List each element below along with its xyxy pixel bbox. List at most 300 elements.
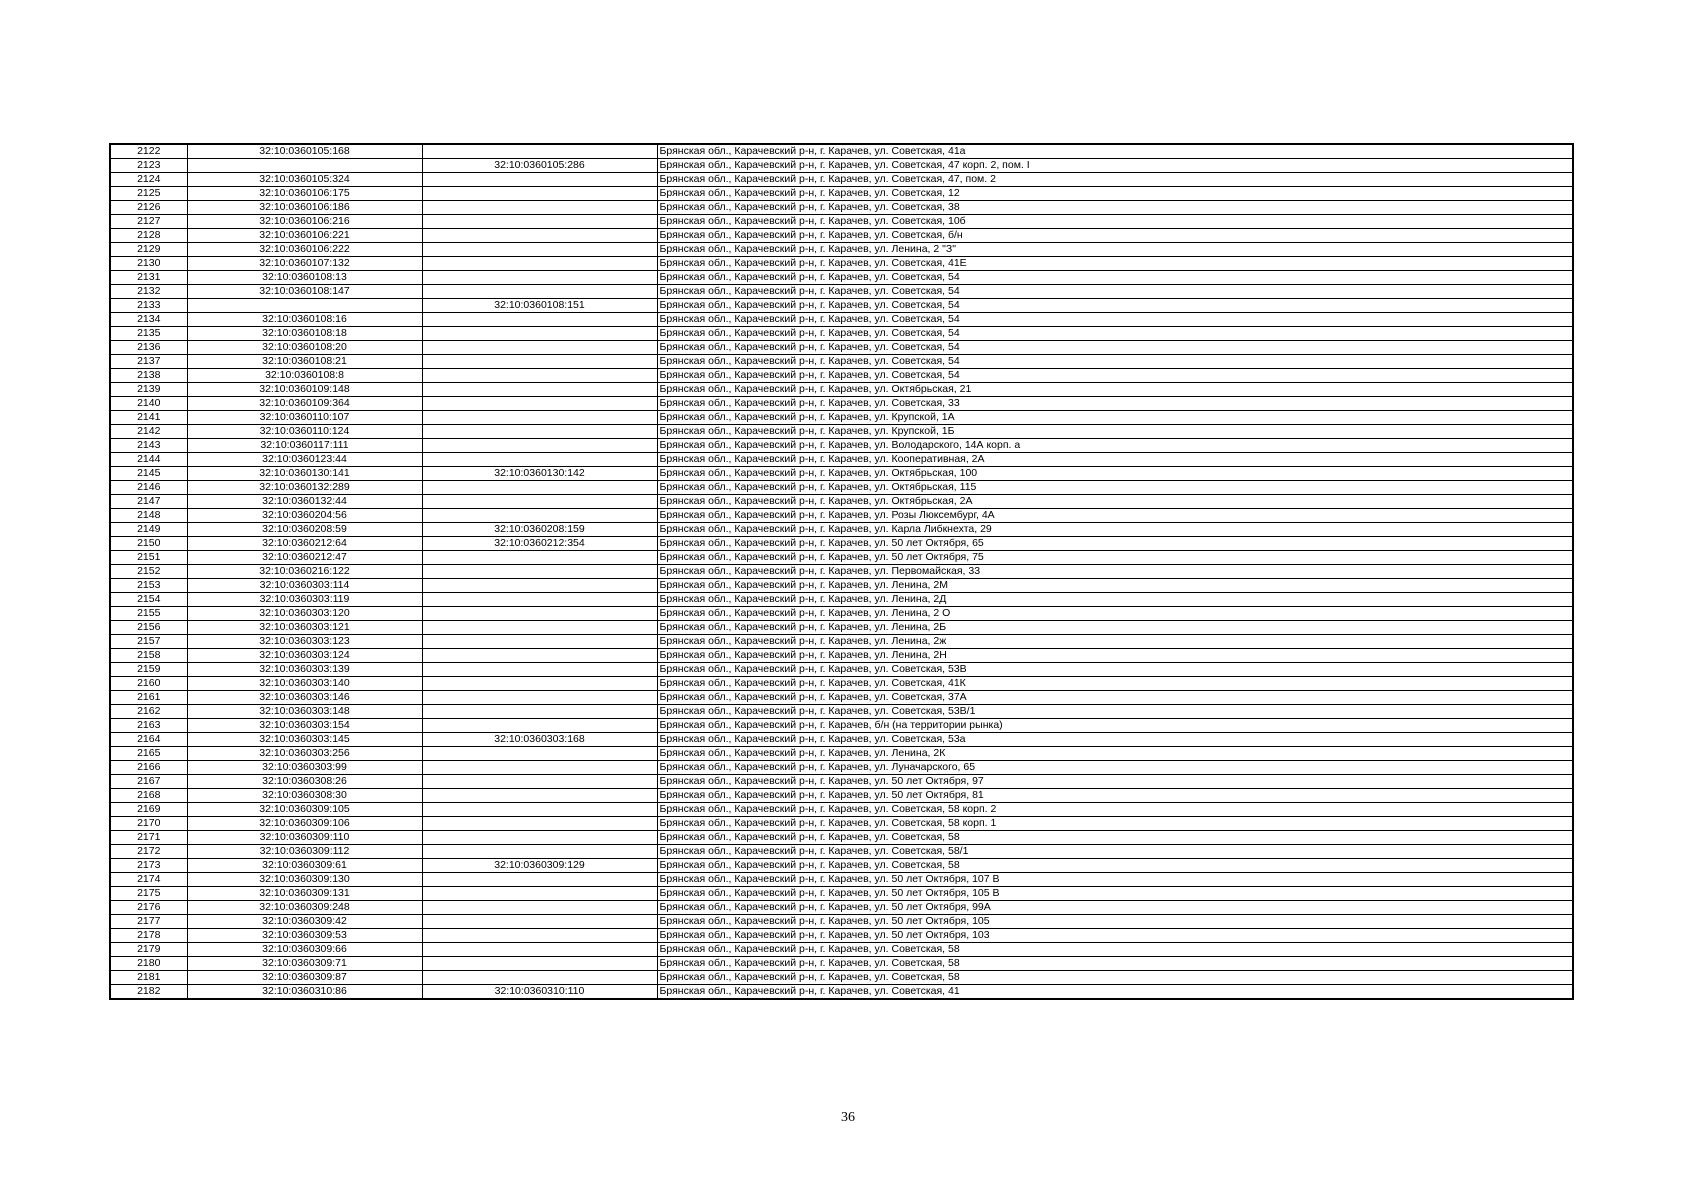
table-row (110, 201, 1573, 215)
cadastral-number-cell: 32:10:0360309:110 (187, 831, 422, 845)
table-row (110, 257, 1573, 271)
table-row (110, 383, 1573, 397)
cadastral-number-cell: 32:10:0360132:44 (187, 495, 422, 509)
row-number-cell: 2146 (110, 481, 187, 495)
cadastral-number-cell: 32:10:0360309:71 (187, 957, 422, 971)
row-number-cell: 2164 (110, 733, 187, 747)
related-cadastral-number-cell: 32:10:0360105:286 (422, 159, 657, 173)
related-cadastral-number-cell: 32:10:0360310:110 (422, 985, 657, 1000)
table-row (110, 271, 1573, 285)
address-cell: Брянская обл., Карачевский р-н, г. Карачев, ул. Советская, 58 (657, 957, 1573, 971)
table-row (110, 677, 1573, 691)
cadastral-number-cell: 32:10:0360309:42 (187, 915, 422, 929)
cadastral-number-cell: 32:10:0360303:146 (187, 691, 422, 705)
table-row (110, 495, 1573, 509)
row-number-cell: 2176 (110, 901, 187, 915)
cadastral-number-cell: 32:10:0360212:64 (187, 537, 422, 551)
table-row (110, 957, 1573, 971)
related-cadastral-number-cell (422, 229, 657, 243)
address-cell: Брянская обл., Карачевский р-н, г. Карачев, ул. Розы Люксембург, 4А (657, 509, 1573, 523)
related-cadastral-number-cell: 32:10:0360303:168 (422, 733, 657, 747)
table-row (110, 299, 1573, 313)
related-cadastral-number-cell (422, 271, 657, 285)
row-number-cell: 2142 (110, 425, 187, 439)
cadastral-number-cell: 32:10:0360303:123 (187, 635, 422, 649)
address-cell: Брянская обл., Карачевский р-н, г. Карачев, ул. Ленина, 2ж (657, 635, 1573, 649)
row-number-cell: 2166 (110, 761, 187, 775)
table-row (110, 943, 1573, 957)
related-cadastral-number-cell (422, 803, 657, 817)
table-row (110, 187, 1573, 201)
row-number-cell: 2149 (110, 523, 187, 537)
cadastral-number-cell: 32:10:0360309:130 (187, 873, 422, 887)
address-cell: Брянская обл., Карачевский р-н, г. Карачев, ул. Советская, 47, пом. 2 (657, 173, 1573, 187)
table-row (110, 985, 1573, 1000)
table-row (110, 817, 1573, 831)
cadastral-number-cell: 32:10:0360303:114 (187, 579, 422, 593)
related-cadastral-number-cell (422, 579, 657, 593)
cadastral-number-cell: 32:10:0360308:30 (187, 789, 422, 803)
address-cell: Брянская обл., Карачевский р-н, г. Карачев, ул. Советская, 58/1 (657, 845, 1573, 859)
address-cell: Брянская обл., Карачевский р-н, г. Карачев, ул. Советская, 54 (657, 341, 1573, 355)
cadastral-number-cell: 32:10:0360110:107 (187, 411, 422, 425)
related-cadastral-number-cell (422, 635, 657, 649)
cadastral-number-cell: 32:10:0360108:147 (187, 285, 422, 299)
row-number-cell: 2171 (110, 831, 187, 845)
cadastral-number-cell: 32:10:0360309:61 (187, 859, 422, 873)
related-cadastral-number-cell: 32:10:0360108:151 (422, 299, 657, 313)
cadastral-number-cell: 32:10:0360309:66 (187, 943, 422, 957)
address-cell: Брянская обл., Карачевский р-н, г. Карачев, ул. Ленина, 2М (657, 579, 1573, 593)
related-cadastral-number-cell: 32:10:0360212:354 (422, 537, 657, 551)
address-cell: Брянская обл., Карачевский р-н, г. Карачев, ул. 50 лет Октября, 99А (657, 901, 1573, 915)
table-row (110, 929, 1573, 943)
table-row (110, 411, 1573, 425)
address-cell: Брянская обл., Карачевский р-н, г. Карачев, ул. Луначарского, 65 (657, 761, 1573, 775)
row-number-cell: 2165 (110, 747, 187, 761)
row-number-cell: 2127 (110, 215, 187, 229)
address-cell: Брянская обл., Карачевский р-н, г. Карачев, ул. Советская, 38 (657, 201, 1573, 215)
related-cadastral-number-cell (422, 691, 657, 705)
address-cell: Брянская обл., Карачевский р-н, г. Карачев, ул. Крупской, 1Б (657, 425, 1573, 439)
address-cell: Брянская обл., Карачевский р-н, г. Карачев, ул. Октябрьская, 21 (657, 383, 1573, 397)
table-row (110, 775, 1573, 789)
related-cadastral-number-cell (422, 789, 657, 803)
related-cadastral-number-cell (422, 397, 657, 411)
row-number-cell: 2173 (110, 859, 187, 873)
cadastral-number-cell: 32:10:0360303:154 (187, 719, 422, 733)
address-cell: Брянская обл., Карачевский р-н, г. Карачев, ул. 50 лет Октября, 107 В (657, 873, 1573, 887)
table-row (110, 467, 1573, 481)
address-cell: Брянская обл., Карачевский р-н, г. Карачев, ул. Советская, 58 (657, 943, 1573, 957)
row-number-cell: 2156 (110, 621, 187, 635)
row-number-cell: 2169 (110, 803, 187, 817)
cadastral-number-cell: 32:10:0360303:119 (187, 593, 422, 607)
cadastral-number-cell: 32:10:0360303:148 (187, 705, 422, 719)
cadastral-number-cell: 32:10:0360108:13 (187, 271, 422, 285)
address-cell: Брянская обл., Карачевский р-н, г. Карачев, ул. Советская, 41Е (657, 257, 1573, 271)
related-cadastral-number-cell (422, 817, 657, 831)
related-cadastral-number-cell (422, 663, 657, 677)
related-cadastral-number-cell (422, 677, 657, 691)
address-cell: Брянская обл., Карачевский р-н, г. Карачев, ул. Ленина, 2Д (657, 593, 1573, 607)
related-cadastral-number-cell (422, 257, 657, 271)
cadastral-number-cell: 32:10:0360303:145 (187, 733, 422, 747)
cadastral-number-cell: 32:10:0360212:47 (187, 551, 422, 565)
address-cell: Брянская обл., Карачевский р-н, г. Карачев, ул. 50 лет Октября, 81 (657, 789, 1573, 803)
cadastral-number-cell: 32:10:0360303:121 (187, 621, 422, 635)
table-row (110, 663, 1573, 677)
address-cell: Брянская обл., Карачевский р-н, г. Карачев, ул. Советская, 54 (657, 299, 1573, 313)
table-row (110, 397, 1573, 411)
related-cadastral-number-cell (422, 313, 657, 327)
row-number-cell: 2130 (110, 257, 187, 271)
related-cadastral-number-cell (422, 705, 657, 719)
related-cadastral-number-cell (422, 411, 657, 425)
cadastral-number-cell: 32:10:0360108:21 (187, 355, 422, 369)
cadastral-number-cell: 32:10:0360107:132 (187, 257, 422, 271)
address-cell: Брянская обл., Карачевский р-н, г. Карачев, ул. Володарского, 14А корп. а (657, 439, 1573, 453)
related-cadastral-number-cell: 32:10:0360208:159 (422, 523, 657, 537)
cadastral-number-cell: 32:10:0360310:86 (187, 985, 422, 1000)
related-cadastral-number-cell (422, 649, 657, 663)
table-row (110, 341, 1573, 355)
cadastral-number-cell: 32:10:0360303:120 (187, 607, 422, 621)
table-row (110, 453, 1573, 467)
cadastral-number-cell: 32:10:0360106:221 (187, 229, 422, 243)
address-cell: Брянская обл., Карачевский р-н, г. Карачев, ул. 50 лет Октября, 97 (657, 775, 1573, 789)
table-row (110, 481, 1573, 495)
row-number-cell: 2158 (110, 649, 187, 663)
related-cadastral-number-cell (422, 775, 657, 789)
related-cadastral-number-cell (422, 915, 657, 929)
address-cell: Брянская обл., Карачевский р-н, г. Карачев, ул. Советская, 53В (657, 663, 1573, 677)
table-row (110, 747, 1573, 761)
related-cadastral-number-cell (422, 607, 657, 621)
cadastral-number-cell: 32:10:0360204:56 (187, 509, 422, 523)
address-cell: Брянская обл., Карачевский р-н, г. Карачев, ул. 50 лет Октября, 105 (657, 915, 1573, 929)
address-cell: Брянская обл., Карачевский р-н, г. Карачев, ул. Октябрьская, 2А (657, 495, 1573, 509)
row-number-cell: 2124 (110, 173, 187, 187)
table-row (110, 635, 1573, 649)
cadastral-number-cell: 32:10:0360303:140 (187, 677, 422, 691)
table-row (110, 831, 1573, 845)
row-number-cell: 2157 (110, 635, 187, 649)
address-cell: Брянская обл., Карачевский р-н, г. Карачев, ул. Ленина, 2Н (657, 649, 1573, 663)
table-row (110, 565, 1573, 579)
row-number-cell: 2153 (110, 579, 187, 593)
related-cadastral-number-cell (422, 201, 657, 215)
related-cadastral-number-cell (422, 929, 657, 943)
row-number-cell: 2172 (110, 845, 187, 859)
page-number: 36 (841, 1110, 855, 1125)
row-number-cell: 2135 (110, 327, 187, 341)
address-cell: Брянская обл., Карачевский р-н, г. Карачев, ул. Советская, 47 корп. 2, пом. I (657, 159, 1573, 173)
cadastral-number-cell: 32:10:0360130:141 (187, 467, 422, 481)
address-cell: Брянская обл., Карачевский р-н, г. Карачев, ул. Советская, 58 корп. 1 (657, 817, 1573, 831)
table-row (110, 537, 1573, 551)
related-cadastral-number-cell (422, 831, 657, 845)
cadastral-number-cell: 32:10:0360208:59 (187, 523, 422, 537)
cadastral-number-cell: 32:10:0360132:289 (187, 481, 422, 495)
table-row (110, 144, 1573, 159)
address-cell: Брянская обл., Карачевский р-н, г. Карачев, ул. Советская, 58 (657, 831, 1573, 845)
row-number-cell: 2141 (110, 411, 187, 425)
related-cadastral-number-cell (422, 845, 657, 859)
row-number-cell: 2155 (110, 607, 187, 621)
table-row (110, 425, 1573, 439)
address-cell: Брянская обл., Карачевский р-н, г. Карачев, ул. Советская, 58 (657, 859, 1573, 873)
cadastral-number-cell: 32:10:0360110:124 (187, 425, 422, 439)
related-cadastral-number-cell (422, 369, 657, 383)
table-row (110, 705, 1573, 719)
row-number-cell: 2150 (110, 537, 187, 551)
cadastral-number-cell: 32:10:0360303:124 (187, 649, 422, 663)
table-row (110, 509, 1573, 523)
cadastral-number-cell: 32:10:0360105:168 (187, 144, 422, 159)
table-row (110, 887, 1573, 901)
address-cell: Брянская обл., Карачевский р-н, г. Карачев, ул. Советская, б/н (657, 229, 1573, 243)
related-cadastral-number-cell (422, 957, 657, 971)
register-table-body (110, 144, 1573, 999)
table-row (110, 607, 1573, 621)
address-cell: Брянская обл., Карачевский р-н, г. Карачев, ул. Октябрьская, 115 (657, 481, 1573, 495)
cadastral-number-cell: 32:10:0360108:8 (187, 369, 422, 383)
address-cell: Брянская обл., Карачевский р-н, г. Карачев, ул. Советская, 54 (657, 369, 1573, 383)
row-number-cell: 2168 (110, 789, 187, 803)
address-cell: Брянская обл., Карачевский р-н, г. Карачев, ул. Ленина, 2 "З" (657, 243, 1573, 257)
cadastral-number-cell: 32:10:0360108:16 (187, 313, 422, 327)
related-cadastral-number-cell (422, 747, 657, 761)
related-cadastral-number-cell (422, 509, 657, 523)
cadastral-number-cell: 32:10:0360309:105 (187, 803, 422, 817)
row-number-cell: 2152 (110, 565, 187, 579)
cadastral-number-cell: 32:10:0360106:222 (187, 243, 422, 257)
address-cell: Брянская обл., Карачевский р-н, г. Карачев, ул. Ленина, 2 О (657, 607, 1573, 621)
row-number-cell: 2180 (110, 957, 187, 971)
table-row (110, 551, 1573, 565)
address-cell: Брянская обл., Карачевский р-н, г. Карачев, ул. 50 лет Октября, 103 (657, 929, 1573, 943)
row-number-cell: 2139 (110, 383, 187, 397)
address-cell: Брянская обл., Карачевский р-н, г. Карачев, ул. 50 лет Октября, 105 В (657, 887, 1573, 901)
address-cell: Брянская обл., Карачевский р-н, г. Карачев, ул. Советская, 37А (657, 691, 1573, 705)
related-cadastral-number-cell (422, 383, 657, 397)
related-cadastral-number-cell (422, 355, 657, 369)
table-row (110, 159, 1573, 173)
address-cell: Брянская обл., Карачевский р-н, г. Карачев, ул. 50 лет Октября, 75 (657, 551, 1573, 565)
row-number-cell: 2126 (110, 201, 187, 215)
row-number-cell: 2144 (110, 453, 187, 467)
row-number-cell: 2175 (110, 887, 187, 901)
row-number-cell: 2161 (110, 691, 187, 705)
related-cadastral-number-cell (422, 495, 657, 509)
row-number-cell: 2177 (110, 915, 187, 929)
row-number-cell: 2123 (110, 159, 187, 173)
row-number-cell: 2133 (110, 299, 187, 313)
address-cell: Брянская обл., Карачевский р-н, г. Карачев, ул. Крупской, 1А (657, 411, 1573, 425)
row-number-cell: 2145 (110, 467, 187, 481)
related-cadastral-number-cell (422, 439, 657, 453)
cadastral-number-cell: 32:10:0360309:248 (187, 901, 422, 915)
address-cell: Брянская обл., Карачевский р-н, г. Карачев, ул. Советская, 53а (657, 733, 1573, 747)
row-number-cell: 2143 (110, 439, 187, 453)
address-cell: Брянская обл., Карачевский р-н, г. Карачев, ул. Советская, 58 корп. 2 (657, 803, 1573, 817)
address-cell: Брянская обл., Карачевский р-н, г. Карачев, ул. Советская, 41а (657, 144, 1573, 159)
related-cadastral-number-cell (422, 971, 657, 985)
address-cell: Брянская обл., Карачевский р-н, г. Карачев, ул. Советская, 10б (657, 215, 1573, 229)
table-row (110, 803, 1573, 817)
address-cell: Брянская обл., Карачевский р-н, г. Карачев, ул. Первомайская, 33 (657, 565, 1573, 579)
related-cadastral-number-cell: 32:10:0360130:142 (422, 467, 657, 481)
cadastral-number-cell (187, 299, 422, 313)
table-row (110, 229, 1573, 243)
table-row (110, 215, 1573, 229)
row-number-cell: 2160 (110, 677, 187, 691)
related-cadastral-number-cell (422, 719, 657, 733)
row-number-cell: 2137 (110, 355, 187, 369)
address-cell: Брянская обл., Карачевский р-н, г. Карачев, ул. Советская, 54 (657, 313, 1573, 327)
table-row (110, 579, 1573, 593)
related-cadastral-number-cell (422, 187, 657, 201)
table-row (110, 355, 1573, 369)
address-cell: Брянская обл., Карачевский р-н, г. Карачев, ул. Октябрьская, 100 (657, 467, 1573, 481)
address-cell: Брянская обл., Карачевский р-н, г. Карачев, ул. Советская, 12 (657, 187, 1573, 201)
related-cadastral-number-cell (422, 341, 657, 355)
table-row (110, 369, 1573, 383)
cadastral-number-cell: 32:10:0360308:26 (187, 775, 422, 789)
cadastral-number-cell: 32:10:0360303:99 (187, 761, 422, 775)
related-cadastral-number-cell (422, 621, 657, 635)
cadastral-number-cell: 32:10:0360123:44 (187, 453, 422, 467)
address-cell: Брянская обл., Карачевский р-н, г. Карачев, ул. Советская, 41 (657, 985, 1573, 1000)
row-number-cell: 2167 (110, 775, 187, 789)
address-cell: Брянская обл., Карачевский р-н, г. Карачев, ул. Карла Либкнехта, 29 (657, 523, 1573, 537)
row-number-cell: 2163 (110, 719, 187, 733)
cadastral-number-cell: 32:10:0360105:324 (187, 173, 422, 187)
address-cell: Брянская обл., Карачевский р-н, г. Карачев, ул. Советская, 41К (657, 677, 1573, 691)
table-row (110, 285, 1573, 299)
cadastral-number-cell: 32:10:0360108:18 (187, 327, 422, 341)
table-row (110, 621, 1573, 635)
address-cell: Брянская обл., Карачевский р-н, г. Карачев, ул. 50 лет Октября, 65 (657, 537, 1573, 551)
related-cadastral-number-cell: 32:10:0360309:129 (422, 859, 657, 873)
row-number-cell: 2162 (110, 705, 187, 719)
cadastral-number-cell (187, 159, 422, 173)
cadastral-number-cell: 32:10:0360109:364 (187, 397, 422, 411)
address-cell: Брянская обл., Карачевский р-н, г. Карачев, ул. Советская, 54 (657, 285, 1573, 299)
cadastral-number-cell: 32:10:0360106:216 (187, 215, 422, 229)
table-row (110, 901, 1573, 915)
row-number-cell: 2147 (110, 495, 187, 509)
related-cadastral-number-cell (422, 761, 657, 775)
address-cell: Брянская обл., Карачевский р-н, г. Карачев, ул. Кооперативная, 2А (657, 453, 1573, 467)
related-cadastral-number-cell (422, 943, 657, 957)
cadastral-number-cell: 32:10:0360303:139 (187, 663, 422, 677)
register-table (109, 143, 1574, 1000)
table-row (110, 859, 1573, 873)
cadastral-number-cell: 32:10:0360117:111 (187, 439, 422, 453)
related-cadastral-number-cell (422, 285, 657, 299)
cadastral-number-cell: 32:10:0360309:106 (187, 817, 422, 831)
row-number-cell: 2138 (110, 369, 187, 383)
table-row (110, 761, 1573, 775)
table-row (110, 593, 1573, 607)
address-cell: Брянская обл., Карачевский р-н, г. Карачев, ул. Советская, 54 (657, 355, 1573, 369)
related-cadastral-number-cell (422, 481, 657, 495)
row-number-cell: 2174 (110, 873, 187, 887)
table-row (110, 915, 1573, 929)
table-row (110, 327, 1573, 341)
related-cadastral-number-cell (422, 425, 657, 439)
related-cadastral-number-cell (422, 453, 657, 467)
row-number-cell: 2154 (110, 593, 187, 607)
cadastral-number-cell: 32:10:0360309:87 (187, 971, 422, 985)
table-row (110, 789, 1573, 803)
address-cell: Брянская обл., Карачевский р-н, г. Карачев, б/н (на территории рынка) (657, 719, 1573, 733)
row-number-cell: 2178 (110, 929, 187, 943)
related-cadastral-number-cell (422, 144, 657, 159)
related-cadastral-number-cell (422, 327, 657, 341)
related-cadastral-number-cell (422, 243, 657, 257)
table-row (110, 971, 1573, 985)
row-number-cell: 2140 (110, 397, 187, 411)
table-row (110, 649, 1573, 663)
table-row (110, 243, 1573, 257)
table-row (110, 733, 1573, 747)
table-row (110, 873, 1573, 887)
address-cell: Брянская обл., Карачевский р-н, г. Карачев, ул. Советская, 54 (657, 271, 1573, 285)
cadastral-number-cell: 32:10:0360109:148 (187, 383, 422, 397)
cadastral-number-cell: 32:10:0360108:20 (187, 341, 422, 355)
related-cadastral-number-cell (422, 873, 657, 887)
row-number-cell: 2182 (110, 985, 187, 1000)
cadastral-number-cell: 32:10:0360106:186 (187, 201, 422, 215)
row-number-cell: 2125 (110, 187, 187, 201)
related-cadastral-number-cell (422, 887, 657, 901)
address-cell: Брянская обл., Карачевский р-н, г. Карачев, ул. Советская, 54 (657, 327, 1573, 341)
table-row (110, 313, 1573, 327)
row-number-cell: 2129 (110, 243, 187, 257)
related-cadastral-number-cell (422, 215, 657, 229)
related-cadastral-number-cell (422, 901, 657, 915)
cadastral-number-cell: 32:10:0360106:175 (187, 187, 422, 201)
row-number-cell: 2128 (110, 229, 187, 243)
cadastral-number-cell: 32:10:0360309:112 (187, 845, 422, 859)
table-row (110, 523, 1573, 537)
table-row (110, 719, 1573, 733)
table-row (110, 439, 1573, 453)
row-number-cell: 2134 (110, 313, 187, 327)
address-cell: Брянская обл., Карачевский р-н, г. Карачев, ул. Ленина, 2Б (657, 621, 1573, 635)
address-cell: Брянская обл., Карачевский р-н, г. Карачев, ул. Советская, 58 (657, 971, 1573, 985)
table-row (110, 845, 1573, 859)
cadastral-number-cell: 32:10:0360303:256 (187, 747, 422, 761)
cadastral-number-cell: 32:10:0360309:53 (187, 929, 422, 943)
row-number-cell: 2136 (110, 341, 187, 355)
table-row (110, 691, 1573, 705)
row-number-cell: 2151 (110, 551, 187, 565)
row-number-cell: 2132 (110, 285, 187, 299)
related-cadastral-number-cell (422, 173, 657, 187)
row-number-cell: 2148 (110, 509, 187, 523)
cadastral-number-cell: 32:10:0360216:122 (187, 565, 422, 579)
cadastral-number-cell: 32:10:0360309:131 (187, 887, 422, 901)
address-cell: Брянская обл., Карачевский р-н, г. Карачев, ул. Ленина, 2К (657, 747, 1573, 761)
address-cell: Брянская обл., Карачевский р-н, г. Карачев, ул. Советская, 33 (657, 397, 1573, 411)
row-number-cell: 2181 (110, 971, 187, 985)
row-number-cell: 2131 (110, 271, 187, 285)
row-number-cell: 2159 (110, 663, 187, 677)
